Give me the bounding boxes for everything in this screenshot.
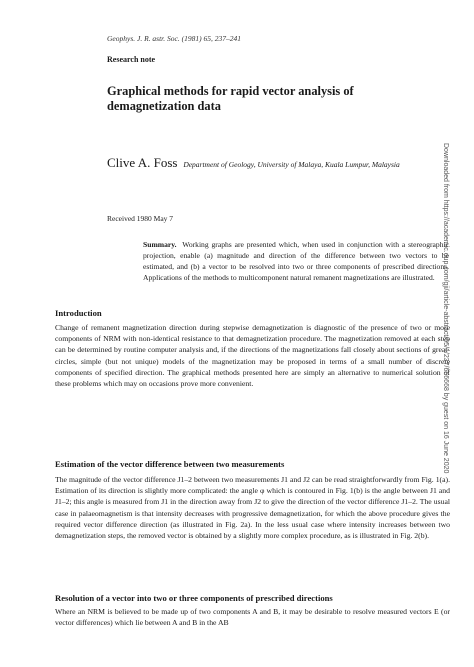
abstract-text: Working graphs are presented which, when used in conjunction with a stereographic projection, enable (a) magnitude and direction of the difference between two vectors to be estimated, and (b) a vector to be resolved into two or three components of prescribed directions. Applications of the methods to multicomponent natural remanent magnetizations are illustrated. (143, 240, 449, 282)
received-date: Received 1980 May 7 (107, 214, 174, 223)
abstract-label: Summary. (143, 240, 177, 249)
author-affiliation: Department of Geology, University of Malaya, Kuala Lumpur, Malaysia (183, 160, 400, 169)
section-text-introduction: Change of remanent magnetization direction during stepwise demagnetization is diagnostic of the presence of two or more components of NRM with non-identical resistance to that demagnetization procedure. The magnetization removed at each step can be determined by routine computer analysis and, if the directions of the magnetizations fall closely about sections of great-circles, simple (but not unique) models of the magnetization may be proposed in terms of a small number of discrete components of specified direction. The graphical methods presented here are simply an alternative to numerical solution of these problems which may on occasions prove more convenient. (55, 323, 450, 389)
section-heading-vector-difference: Estimation of the vector difference between two measurements (55, 459, 285, 469)
journal-citation: Geophys. J. R. astr. Soc. (1981) 65, 237–241 (107, 34, 241, 43)
section-text-vector-resolution: Where an NRM is believed to be made up of two components A and B, it may be desirable to resolve measured vectors E (or vector differences) which lie between A and B in the AB (55, 607, 450, 628)
article-type-label: Research note (107, 55, 156, 64)
abstract (143, 239, 449, 283)
section-heading-vector-resolution: Resolution of a vector into two or three components of prescribed directions (55, 593, 333, 603)
paper-title: Graphical methods for rapid vector analysis of demagnetization data (107, 84, 354, 113)
section-text-vector-difference: The magnitude of the vector difference J1–2 between two measurements J1 and J2 can be read straightforwardly from Fig. 1(a). Estimation of its direction is slightly more complicated: the angle φ which is contoured in Fig. 1(b) is the angle between J1 and J1–2; this angle is measured from J1 in the direction away from J2 to give the direction of the vector difference J1–2. The usual case in palaeomagnetism is that intensity decreases with progressive demagnetization, for which the above procedure gives the required vector difference direction (as illustrated in Fig. 2a). In the less usual case where intensity increases between two demagnetization steps, the removed vector is obtained by a slightly more complex procedure, as is illustrated in Fig. 2(b). (55, 475, 450, 541)
section-heading-introduction: Introduction (55, 308, 102, 318)
author-name: Clive A. Foss (107, 155, 178, 170)
download-watermark: Downloaded from https://academic.oup.com/gji/article-abstract/65/1/237/666668 by guest on 16 June 2020 (442, 143, 449, 474)
author-block (107, 157, 427, 170)
